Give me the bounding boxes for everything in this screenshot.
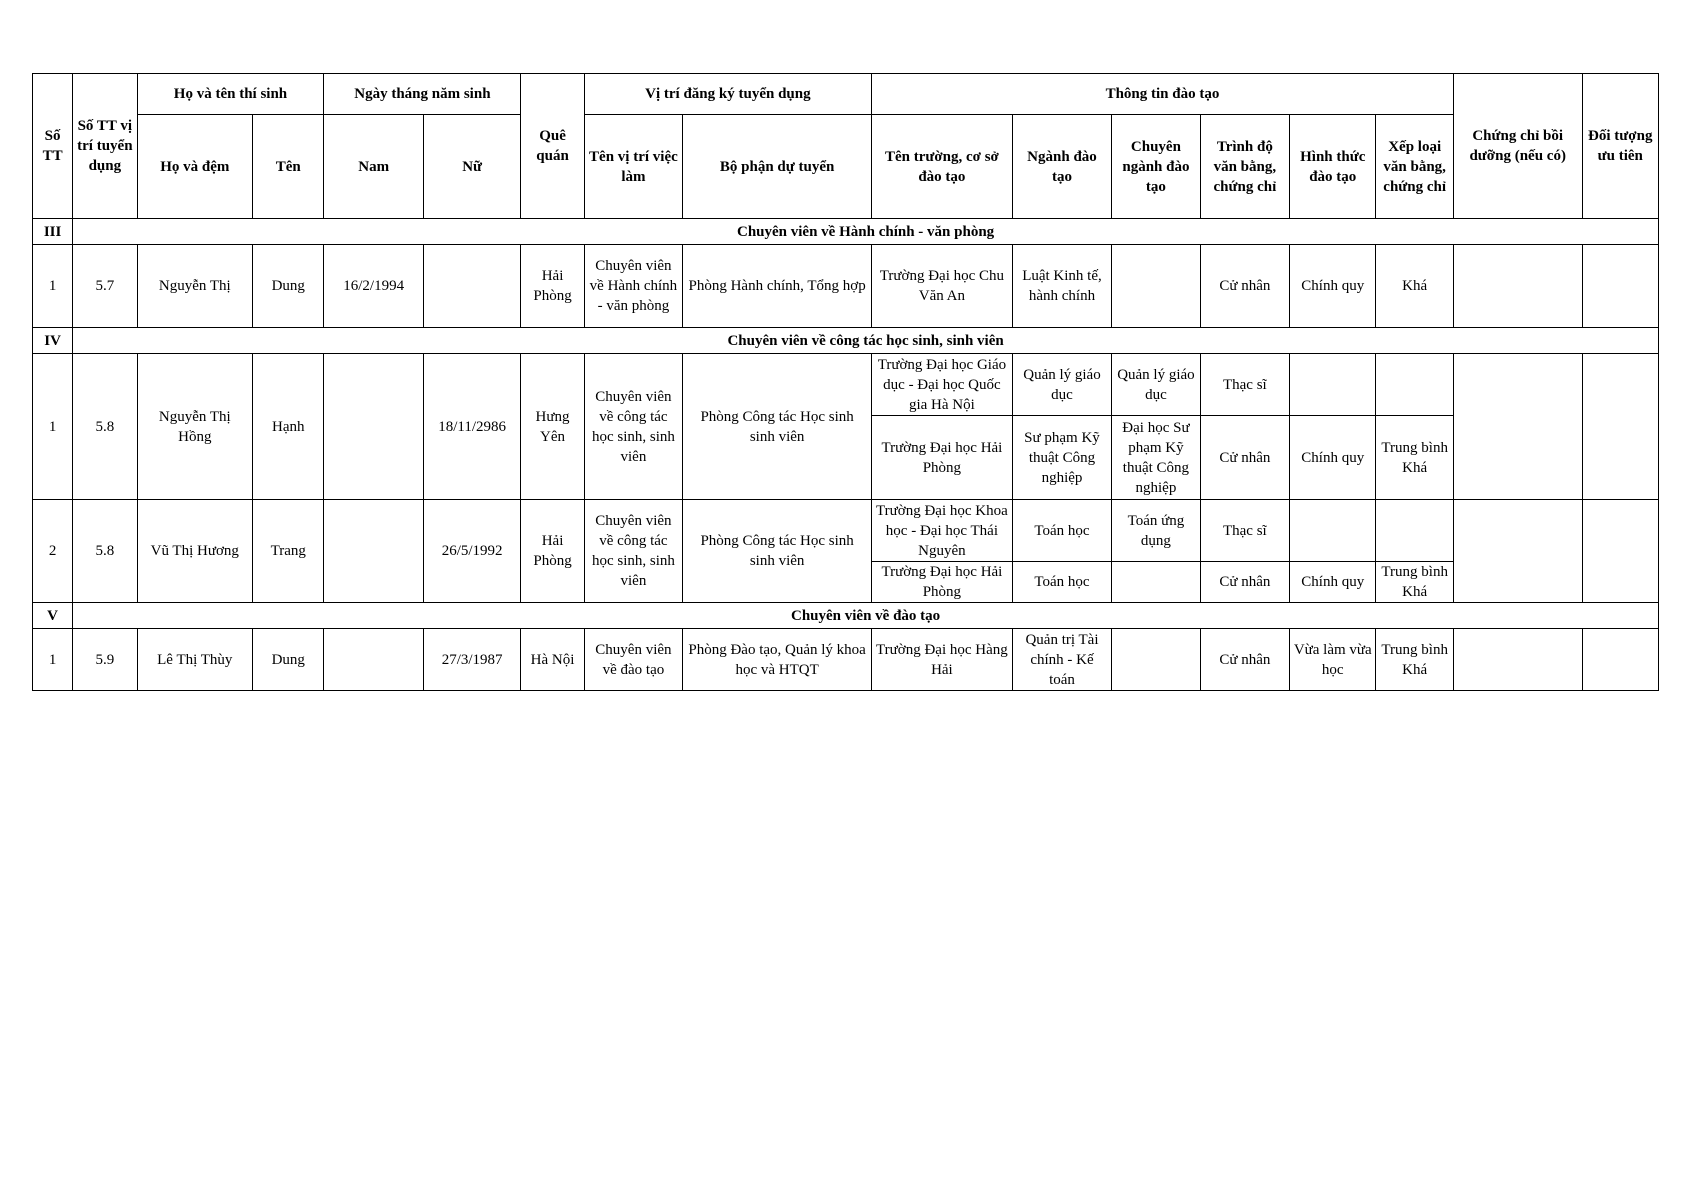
cell-ho-dem: Nguyễn Thị — [137, 245, 253, 328]
col-ho-dem: Họ và đệm — [137, 115, 253, 219]
cell-chuyen-nganh: Quản lý giáo dục — [1112, 354, 1200, 416]
cell-bo-phan: Phòng Đào tạo, Quản lý khoa học và HTQT — [683, 629, 872, 691]
cell-truong: Trường Đại học Chu Văn An — [872, 245, 1013, 328]
col-stt-vitri: Số TT vị trí tuyển dụng — [73, 74, 137, 219]
col-group-daotao: Thông tin đào tạo — [872, 74, 1454, 115]
cell-truong: Trường Đại học Hải Phòng — [872, 416, 1013, 500]
cell-ten: Dung — [253, 245, 324, 328]
cell-xep-loai: Trung bình Khá — [1376, 629, 1453, 691]
cell-que-quan: Hải Phòng — [521, 245, 584, 328]
cell-ten: Hạnh — [253, 354, 324, 500]
section-title: Chuyên viên về Hành chính - văn phòng — [73, 219, 1659, 245]
cell-hinh-thuc: Chính quy — [1290, 416, 1376, 500]
cell-stt: 1 — [33, 245, 73, 328]
cell-stt: 1 — [33, 629, 73, 691]
cell-trinh-do: Thạc sĩ — [1200, 500, 1289, 562]
cell-xep-loai: Trung bình Khá — [1376, 416, 1453, 500]
cell-trinh-do: Thạc sĩ — [1200, 354, 1289, 416]
cell-chuyen-nganh: Đại học Sư phạm Kỹ thuật Công nghiệp — [1112, 416, 1200, 500]
col-chung-chi: Chứng chỉ bồi dưỡng (nếu có) — [1453, 74, 1582, 219]
table-row — [33, 245, 1659, 328]
cell-chuyen-nganh — [1112, 629, 1200, 691]
cell-nganh: Toán học — [1012, 562, 1111, 603]
cell-ho-dem: Nguyễn Thị Hồng — [137, 354, 253, 500]
cell-vitri-no: 5.8 — [73, 354, 137, 500]
cell-hinh-thuc: Chính quy — [1290, 562, 1376, 603]
col-hinh-thuc: Hình thức đào tạo — [1290, 115, 1376, 219]
header-row-2 — [33, 115, 1659, 219]
cell-truong: Trường Đại học Giáo dục - Đại học Quốc gia Hà Nội — [872, 354, 1013, 416]
cell-ten: Dung — [253, 629, 324, 691]
cell-trinh-do: Cử nhân — [1200, 562, 1289, 603]
cell-stt: 2 — [33, 500, 73, 603]
section-row — [33, 219, 1659, 245]
cell-chung-chi — [1453, 629, 1582, 691]
cell-nu: 18/11/2986 — [423, 354, 520, 500]
col-ten: Tên — [253, 115, 324, 219]
cell-nu: 27/3/1987 — [423, 629, 520, 691]
col-stt: Số TT — [33, 74, 73, 219]
cell-xep-loai: Khá — [1376, 245, 1453, 328]
section-title: Chuyên viên về đào tạo — [73, 603, 1659, 629]
cell-que-quan: Hải Phòng — [521, 500, 584, 603]
cell-doi-tuong — [1582, 500, 1658, 603]
cell-chung-chi — [1453, 500, 1582, 603]
cell-nganh: Sư phạm Kỹ thuật Công nghiệp — [1012, 416, 1111, 500]
cell-trinh-do: Cử nhân — [1200, 629, 1289, 691]
cell-doi-tuong — [1582, 245, 1658, 328]
section-number: IV — [33, 328, 73, 354]
cell-bo-phan: Phòng Công tác Học sinh sinh viên — [683, 500, 872, 603]
cell-doi-tuong — [1582, 629, 1658, 691]
cell-trinh-do: Cử nhân — [1200, 245, 1289, 328]
section-title: Chuyên viên về công tác học sinh, sinh viên — [73, 328, 1659, 354]
cell-ten: Trang — [253, 500, 324, 603]
cell-nu: 26/5/1992 — [423, 500, 520, 603]
cell-chuyen-nganh: Toán ứng dụng — [1112, 500, 1200, 562]
cell-hinh-thuc: Chính quy — [1290, 245, 1376, 328]
cell-vitri-no: 5.9 — [73, 629, 137, 691]
header-row-1 — [33, 74, 1659, 115]
cell-nam: 16/2/1994 — [324, 245, 423, 328]
cell-nam — [324, 500, 423, 603]
table-row — [33, 354, 1659, 416]
cell-nganh: Quản lý giáo dục — [1012, 354, 1111, 416]
cell-xep-loai — [1376, 354, 1453, 416]
col-que-quan: Quê quán — [521, 74, 584, 219]
table-row — [33, 629, 1659, 691]
col-group-ho-ten: Họ và tên thí sinh — [137, 74, 324, 115]
section-number: V — [33, 603, 73, 629]
cell-trinh-do: Cử nhân — [1200, 416, 1289, 500]
cell-hinh-thuc — [1290, 354, 1376, 416]
cell-truong: Trường Đại học Hải Phòng — [872, 562, 1013, 603]
cell-bo-phan: Phòng Hành chính, Tổng hợp — [683, 245, 872, 328]
col-xep-loai: Xếp loại văn bằng, chứng chỉ — [1376, 115, 1453, 219]
cell-nam — [324, 354, 423, 500]
cell-ho-dem: Lê Thị Thùy — [137, 629, 253, 691]
cell-que-quan: Hà Nội — [521, 629, 584, 691]
cell-nganh: Quản trị Tài chính - Kế toán — [1012, 629, 1111, 691]
cell-vitri-no: 5.7 — [73, 245, 137, 328]
cell-nu — [423, 245, 520, 328]
cell-hinh-thuc — [1290, 500, 1376, 562]
cell-truong: Trường Đại học Hàng Hải — [872, 629, 1013, 691]
candidate-table — [32, 73, 1659, 691]
col-nam: Nam — [324, 115, 423, 219]
cell-chung-chi — [1453, 354, 1582, 500]
table-row — [33, 500, 1659, 562]
col-trinh-do: Trình độ văn bằng, chứng chỉ — [1200, 115, 1289, 219]
cell-ten-vitri: Chuyên viên về Hành chính - văn phòng — [584, 245, 682, 328]
cell-chuyen-nganh — [1112, 245, 1200, 328]
cell-xep-loai — [1376, 500, 1453, 562]
cell-truong: Trường Đại học Khoa học - Đại học Thái Nguyên — [872, 500, 1013, 562]
cell-chung-chi — [1453, 245, 1582, 328]
cell-nam — [324, 629, 423, 691]
col-nganh: Ngành đào tạo — [1012, 115, 1111, 219]
cell-ho-dem: Vũ Thị Hương — [137, 500, 253, 603]
section-row — [33, 328, 1659, 354]
col-doi-tuong: Đối tượng ưu tiên — [1582, 74, 1658, 219]
cell-que-quan: Hưng Yên — [521, 354, 584, 500]
col-nu: Nữ — [423, 115, 520, 219]
cell-ten-vitri: Chuyên viên về công tác học sinh, sinh viên — [584, 354, 682, 500]
cell-xep-loai: Trung bình Khá — [1376, 562, 1453, 603]
col-ten-vitri: Tên vị trí việc làm — [584, 115, 682, 219]
cell-ten-vitri: Chuyên viên về công tác học sinh, sinh viên — [584, 500, 682, 603]
cell-ten-vitri: Chuyên viên về đào tạo — [584, 629, 682, 691]
col-chuyen-nganh: Chuyên ngành đào tạo — [1112, 115, 1200, 219]
col-bo-phan: Bộ phận dự tuyển — [683, 115, 872, 219]
cell-nganh: Luật Kinh tế, hành chính — [1012, 245, 1111, 328]
cell-hinh-thuc: Vừa làm vừa học — [1290, 629, 1376, 691]
cell-doi-tuong — [1582, 354, 1658, 500]
col-ten-truong: Tên trường, cơ sở đào tạo — [872, 115, 1013, 219]
col-group-ngay-sinh: Ngày tháng năm sinh — [324, 74, 521, 115]
cell-chuyen-nganh — [1112, 562, 1200, 603]
col-group-vitri: Vị trí đăng ký tuyển dụng — [584, 74, 871, 115]
cell-vitri-no: 5.8 — [73, 500, 137, 603]
cell-nganh: Toán học — [1012, 500, 1111, 562]
cell-stt: 1 — [33, 354, 73, 500]
cell-bo-phan: Phòng Công tác Học sinh sinh viên — [683, 354, 872, 500]
section-number: III — [33, 219, 73, 245]
section-row — [33, 603, 1659, 629]
